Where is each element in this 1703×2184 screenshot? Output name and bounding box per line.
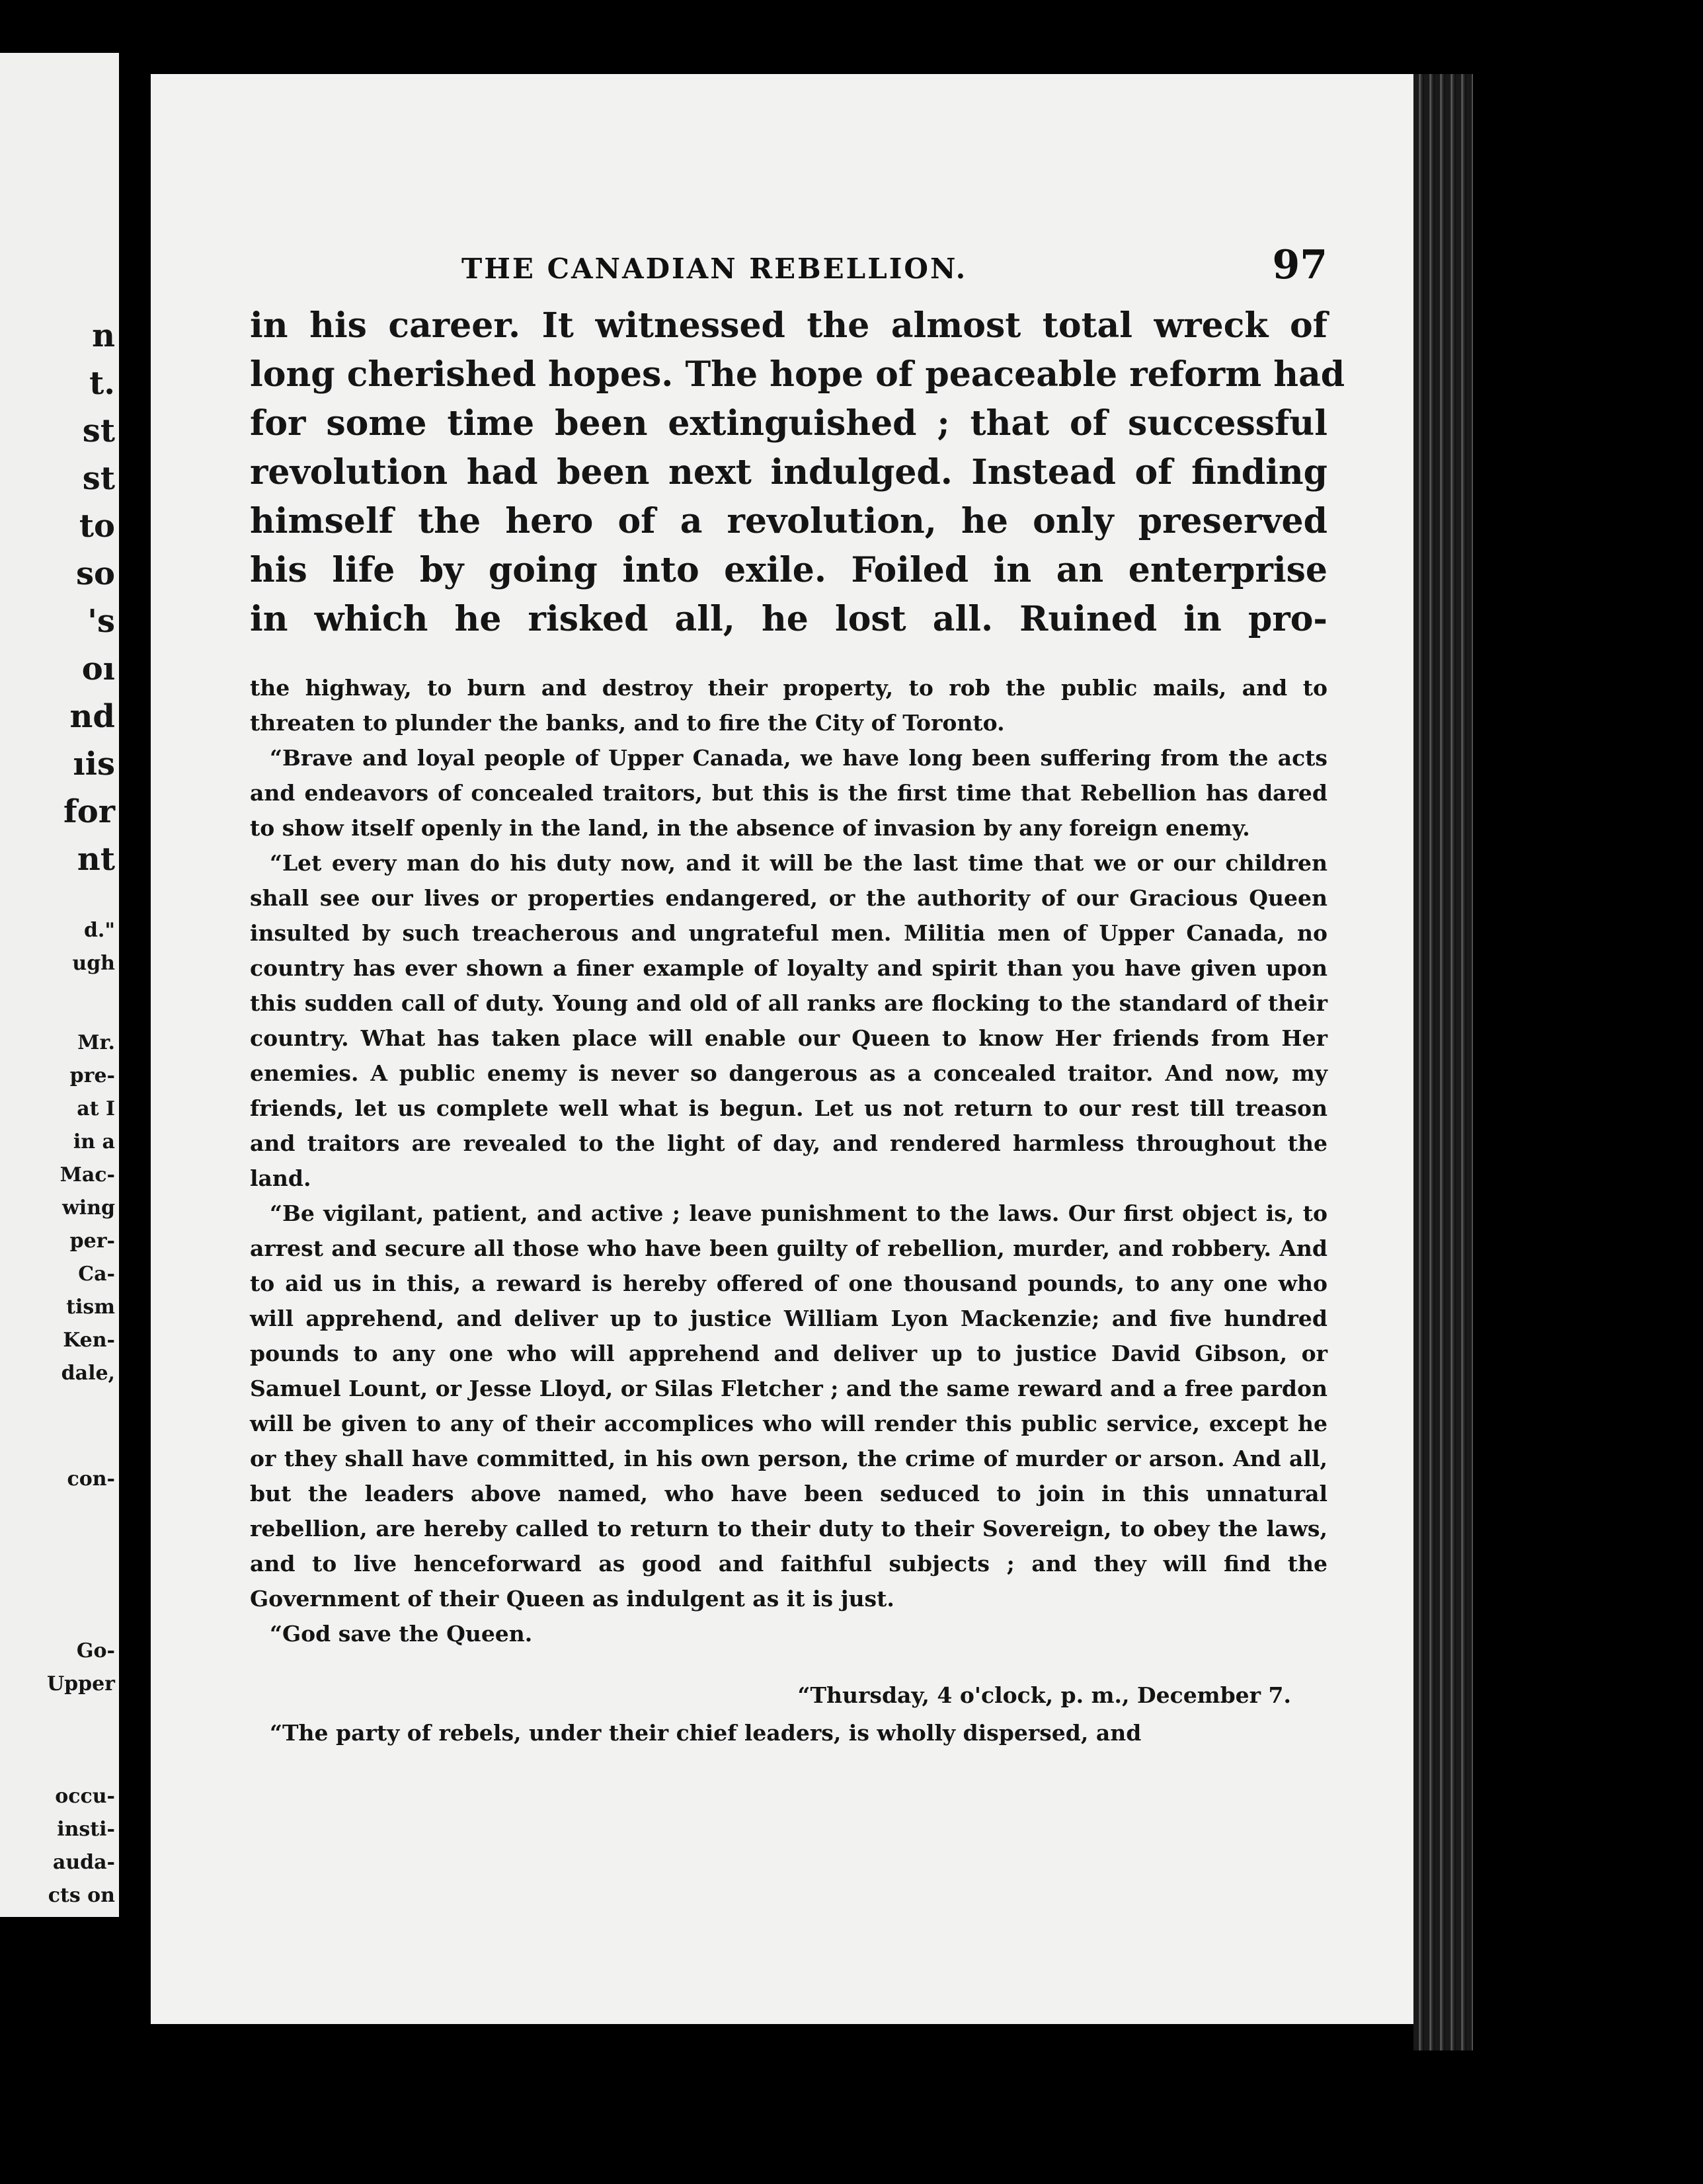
left-fragment: st xyxy=(82,412,115,449)
left-fragment: Mr. xyxy=(77,1031,115,1054)
page-number: 97 xyxy=(1272,242,1327,288)
left-fragment: in a xyxy=(73,1130,115,1153)
left-fragment: ıis xyxy=(73,746,115,783)
footnote-paragraph: “God save the Queen. xyxy=(270,1621,533,1647)
footnote-paragraph: “The party of rebels, under their chief leaders, is wholly dispersed, and xyxy=(270,1720,1142,1746)
left-fragment: to xyxy=(79,508,115,545)
left-fragment: wing xyxy=(61,1196,115,1220)
left-fragment: 's xyxy=(87,603,115,640)
left-fragment: pre- xyxy=(69,1064,115,1087)
left-fragment: at I xyxy=(77,1097,115,1120)
text-line: for some time been extinguished ; that of successful xyxy=(250,403,1327,444)
text-line: himself the hero of a revolution, he only preserved xyxy=(250,501,1327,541)
left-fragment: occu- xyxy=(55,1785,115,1808)
left-fragment: insti- xyxy=(57,1818,115,1841)
left-fragment: for xyxy=(63,793,115,830)
left-fragment: tism xyxy=(66,1296,115,1319)
left-fragment: Upper xyxy=(46,1672,115,1696)
left-fragment: ugh xyxy=(72,952,115,975)
running-head: THE CANADIAN REBELLION. xyxy=(461,253,968,285)
page-content xyxy=(250,233,1345,1750)
text-line: revolution had been next indulged. Instead of finding xyxy=(250,452,1327,492)
footnote-paragraph: “Be vigilant, patient, and active ; leave punishment to the laws. Our first object is, to arrest and secure all those who have been guilty of rebellion, murder, and robbery. And to aid us in this, a reward is hereby offered of one thousand pounds, to any one who will apprehend, and deliver up to justice William Lyon Mackenzie; and five hundred pounds to any one who will apprehend and deliver up to justice David Gibson, or Samuel Lount, or Jesse Lloyd, or Silas Fletcher ; and the same reward and a free pardon will be given to any of their accomplices who will render this public service, except he or they shall have committed, in his own person, the crime of murder or arson. And all, but the leaders above named, who have been seduced to join in this unnatural rebellion, are hereby called to return to their duty to their Sovereign, to obey the laws, and to live henceforward as good and faithful subjects ; and they will find the Government of their Queen as indulgent as it is just. xyxy=(250,1200,1327,1612)
dateline: “Thursday, 4 o'clock, p. m., December 7. xyxy=(797,1682,1291,1708)
left-fragment: per- xyxy=(69,1229,115,1253)
text-line: in his career. It witnessed the almost total wreck of xyxy=(250,305,1327,346)
text-line: in which he risked all, he lost all. Ruined in pro- xyxy=(250,599,1327,639)
left-fragment: d." xyxy=(83,919,115,942)
left-fragment: Ken- xyxy=(63,1329,115,1352)
left-fragment: nd xyxy=(69,698,115,735)
left-fragment: Go- xyxy=(76,1639,115,1662)
left-fragment: con- xyxy=(67,1467,115,1491)
left-fragment: dale, xyxy=(61,1362,115,1385)
footnote-paragraph: “Let every man do his duty now, and it will be the last time that we or our children shall see our lives or properties endangered, or the authority of our Gracious Queen insulted by such treacherous and ungrateful men. Militia men of Upper Canada, no country has ever shown a finer example of loyalty and spirit than you have given upon this sudden call of duty. Young and old of all ranks are flocking to the standard of their country. What has taken place will enable our Queen to know Her friends from Her enemies. A public enemy is never so dangerous as a concealed traitor. And now, my friends, let us complete well what is begun. Let us not return to our rest till treason and traitors are revealed to the light of day, and rendered harmless throughout the land. xyxy=(250,850,1327,1191)
book-edge xyxy=(1413,74,1473,2050)
footnote-paragraph: “Brave and loyal people of Upper Canada, we have long been suffering from the acts and endeavors of concealed traitors, but this is the first time that Rebellion has dared to show itself openly in the land, in the absence of invasion by any foreign enemy. xyxy=(250,745,1327,841)
left-fragment: cts on xyxy=(48,1884,115,1907)
left-fragment: so xyxy=(75,555,115,592)
page-header xyxy=(250,233,1327,292)
left-fragment: n xyxy=(92,317,115,354)
book-page xyxy=(151,74,1413,2024)
left-fragment: t. xyxy=(89,365,115,402)
text-line: his life by going into exile. Foiled in an enterprise xyxy=(250,550,1327,590)
left-fragment: st xyxy=(82,460,115,497)
text-line: long cherished hopes. The hope of peaceable reform had xyxy=(250,354,1345,395)
left-fragment: Mac- xyxy=(59,1163,115,1187)
footnote-paragraph: the highway, to burn and destroy their property, to rob the public mails, and to threaten to plunder the banks, and to fire the City of Toronto. xyxy=(250,675,1327,736)
left-fragment: auda- xyxy=(52,1851,115,1874)
left-fragment: nt xyxy=(77,841,115,878)
left-fragment: oı xyxy=(81,650,115,687)
footnote-quotation xyxy=(250,670,1327,1750)
left-facing-page xyxy=(0,53,119,1917)
left-fragment: Ca- xyxy=(78,1263,115,1286)
main-text xyxy=(250,301,1345,644)
